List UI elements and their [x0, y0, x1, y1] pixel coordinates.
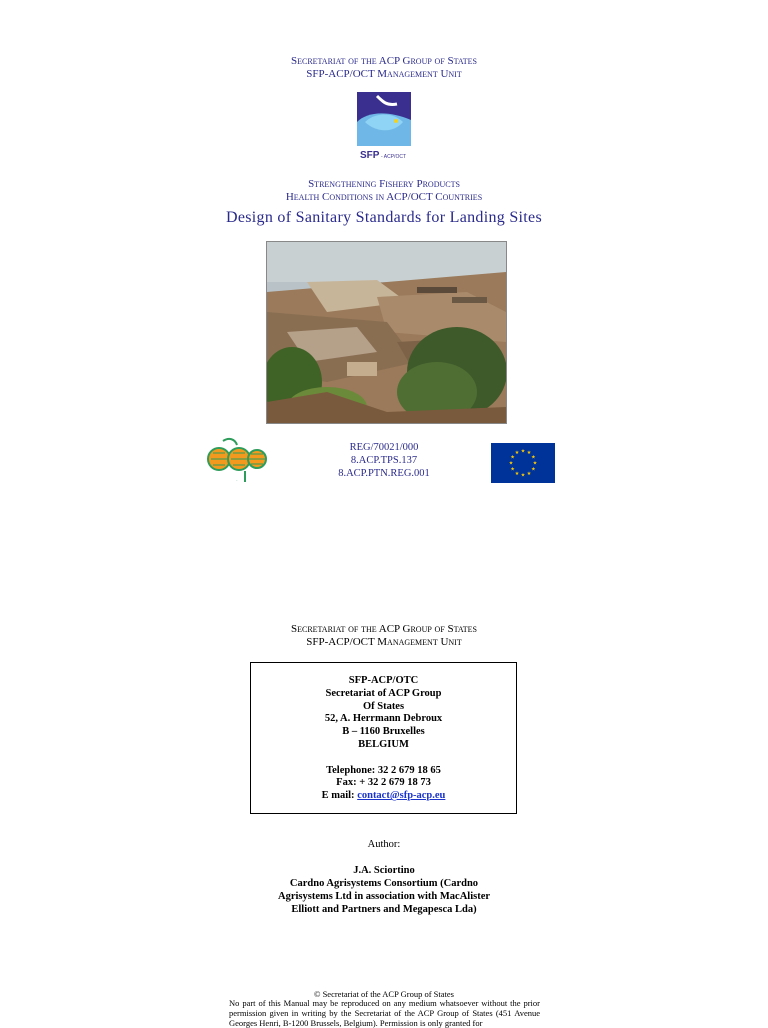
acp-logo-text: acp — [236, 481, 238, 482]
eu-flag — [491, 443, 555, 483]
svg-text:★: ★ — [520, 448, 526, 455]
document-title: Design of Sanitary Standards for Landing Sites — [226, 209, 542, 226]
sfp-logo-suffix: - ACP/OCT — [381, 154, 407, 160]
author-affiliation: Agrisystems Ltd in association with MacAlister — [277, 891, 491, 902]
subtitle-line-2: Health Conditions in ACP/OCT Countries — [285, 191, 483, 203]
author-label: Author: — [367, 839, 401, 850]
svg-text:★: ★ — [520, 472, 526, 479]
author-block — [0, 864, 768, 916]
svg-text:★: ★ — [532, 460, 538, 467]
subtitle-line-1: Strengthening Fishery Products — [308, 178, 460, 190]
subtitle — [0, 178, 768, 204]
sfp-logo-text: SFP — [360, 150, 380, 161]
address-line: 52, A. Herrmann Debroux — [324, 713, 443, 725]
address-box — [250, 662, 517, 814]
address-telephone: Telephone: 32 2 679 18 65 — [326, 764, 441, 776]
address-line: Secretariat of ACP Group — [325, 687, 442, 699]
address-email-row — [251, 790, 516, 803]
svg-text:★: ★ — [510, 454, 515, 461]
svg-text:★: ★ — [510, 466, 515, 473]
author-name: J.A. Sciortino — [353, 865, 415, 876]
copyright: © Secretariat of the ACP Group of States — [314, 989, 454, 999]
reference-code: REG/70021/000 — [349, 442, 419, 453]
header-secretariat-2 — [0, 623, 768, 649]
copyright-notice: No part of this Manual may be reproduced on any medium whatsoever without the prior permission given in writing by the Secretariat of the ACP Group of States (451 Avenue Georges Henri, B-1200 Brussels, Belgium). Permission is only granted for — [229, 998, 540, 1028]
address-line: BELGIUM — [358, 738, 409, 750]
email-label: E mail: — [321, 790, 358, 802]
reference-code: 8.ACP.PTN.REG.001 — [338, 468, 430, 479]
author-affiliation: Elliott and Partners and Megapesca Lda) — [291, 904, 477, 915]
address-org: SFP-ACP/OTC — [348, 675, 419, 686]
address-line: B – 1160 Bruxelles — [342, 726, 425, 738]
svg-text:★: ★ — [526, 450, 532, 456]
sfp-logo — [357, 92, 411, 162]
svg-text:★: ★ — [514, 471, 520, 477]
address-line: Of States — [362, 700, 405, 712]
address-fax: Fax: + 32 2 679 18 73 — [336, 777, 431, 789]
header-line-1: Secretariat of the ACP Group of States — [290, 55, 477, 67]
reference-code: 8.ACP.TPS.137 — [350, 455, 418, 466]
svg-text:★: ★ — [531, 466, 536, 473]
header2-line-2: SFP-ACP/OCT Management Unit — [306, 636, 462, 648]
svg-text:★: ★ — [526, 471, 532, 477]
header-line-2: SFP-ACP/OCT Management Unit — [306, 68, 462, 80]
header-secretariat — [0, 55, 768, 81]
reference-codes — [0, 441, 768, 480]
author-affiliation: Cardno Agrisystems Consortium (Cardno — [289, 878, 479, 889]
svg-text:★: ★ — [531, 454, 536, 461]
svg-text:★: ★ — [514, 450, 520, 456]
svg-text:★: ★ — [508, 460, 514, 467]
email-link[interactable]: contact@sfp-acp.eu — [357, 790, 446, 802]
header2-line-1: Secretariat of the ACP Group of States — [290, 623, 477, 635]
landing-site-photo — [266, 241, 507, 424]
